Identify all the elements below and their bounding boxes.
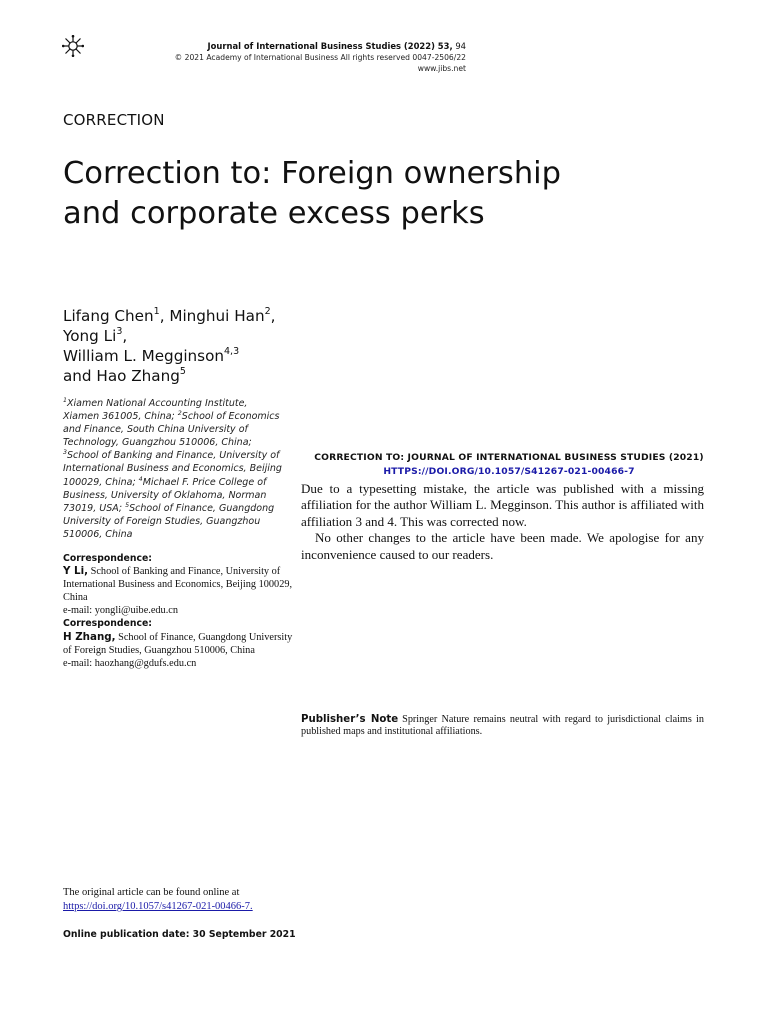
journal-website-link[interactable]: www.jibs.net bbox=[417, 64, 466, 73]
publishers-note-label: Publisher’s Note bbox=[301, 714, 399, 725]
author-name: Yong Li bbox=[63, 327, 117, 345]
affiliation-text: School of Finance, Guangdong University of Foreign Studies, Guangzhou 510006, China bbox=[63, 502, 275, 540]
body-paragraph-2: No other changes to the article have been made. We apologise for any inconvenience caused to our readers. bbox=[301, 530, 704, 562]
author-separator: , bbox=[122, 327, 128, 345]
correspondence-address bbox=[63, 631, 293, 657]
correspondence-block bbox=[63, 552, 293, 670]
author-separator: , bbox=[270, 307, 276, 325]
correspondent-email[interactable]: e-mail: haozhang@gdufs.edu.cn bbox=[63, 657, 197, 669]
author-affiliation-marker: 3 bbox=[116, 326, 123, 337]
publishers-note-text: Springer Nature remains neutral with regard to jurisdictional claims in published maps and institutional affiliations. bbox=[301, 714, 704, 737]
title-line-1: Correction to: Foreign ownership bbox=[63, 156, 561, 191]
correspondence-address bbox=[63, 565, 293, 604]
author-conjunction: and bbox=[63, 367, 97, 385]
author-affiliation-marker: 5 bbox=[179, 366, 186, 377]
doi-link[interactable]: HTTPS://DOI.ORG/10.1057/S41267-021-00466-7 bbox=[383, 466, 635, 477]
affiliation-text: School of Economics and Finance, South China University of Technology, Guangzhou 510006, China; bbox=[63, 411, 280, 449]
author-affiliation-marker: 2 bbox=[264, 306, 271, 317]
correspondence-heading: Correspondence: bbox=[63, 553, 152, 564]
copyright-line: © 2021 Academy of International Business All rights reserved 0047-2506/22 bbox=[174, 53, 466, 62]
correspondent-name: Y Li, bbox=[63, 565, 89, 578]
author-separator: , bbox=[159, 307, 170, 325]
author-list bbox=[63, 306, 313, 386]
correspondent-address: School of Finance, Guangdong University of Foreign Studies, Guangzhou 510006, China bbox=[63, 631, 293, 656]
affiliation-marker: 4 bbox=[138, 475, 143, 483]
affiliation-marker: 5 bbox=[125, 501, 130, 509]
section-label: CORRECTION bbox=[63, 111, 165, 129]
original-article-link[interactable]: https://doi.org/10.1057/s41267-021-00466-7. bbox=[63, 901, 253, 912]
affiliation-list bbox=[63, 397, 285, 541]
publication-date: Online publication date: 30 September 2021 bbox=[63, 929, 296, 940]
journal-name: Journal of International Business Studies (2022) 53, bbox=[207, 41, 453, 51]
page-number: 94 bbox=[455, 41, 466, 51]
author-affiliation-marker: 4,3 bbox=[224, 346, 240, 357]
original-article-note bbox=[63, 886, 303, 914]
body-paragraph-1: Due to a typesetting mistake, the article was published with a missing affiliation for the author William L. Megginson. This author is affiliated with affiliation 3 and 4. This was corrected now. bbox=[301, 481, 704, 529]
author-name: Hao Zhang bbox=[96, 367, 180, 385]
correction-to-heading: CORRECTION TO: JOURNAL OF INTERNATIONAL BUSINESS STUDIES (2021) bbox=[314, 452, 704, 463]
original-article-text: The original article can be found online at bbox=[63, 887, 240, 898]
affiliation-marker: 2 bbox=[177, 410, 182, 418]
publishers-note bbox=[301, 714, 704, 738]
correspondent-email[interactable]: e-mail: yongli@uibe.edu.cn bbox=[63, 605, 178, 617]
affiliation-marker: 3 bbox=[63, 449, 68, 457]
correspondence-heading: Correspondence: bbox=[63, 618, 152, 630]
affiliation-marker: 1 bbox=[63, 397, 68, 404]
title-line-2: and corporate excess perks bbox=[63, 196, 485, 231]
affiliation-text: School of Banking and Finance, University of International Business and Economics, Beijing 100029, China; bbox=[63, 450, 282, 488]
article-title bbox=[63, 154, 583, 234]
journal-header bbox=[175, 41, 466, 74]
correspondent-name: H Zhang, bbox=[63, 630, 116, 643]
author-name: Minghui Han bbox=[169, 307, 265, 325]
author-name: Lifang Chen bbox=[63, 307, 154, 325]
affiliation-text: Michael F. Price College of Business, University of Oklahoma, Norman 73019, USA; bbox=[63, 476, 267, 514]
author-name: William L. Megginson bbox=[63, 347, 225, 365]
jibs-globe-logo-icon bbox=[62, 35, 84, 57]
correspondent-address: School of Banking and Finance, University of International Business and Economics, Beijing 100029, China bbox=[63, 566, 293, 604]
author-affiliation-marker: 1 bbox=[153, 306, 160, 317]
journal-citation bbox=[175, 41, 466, 52]
affiliation-text: Xiamen National Accounting Institute, Xiamen 361005, China; bbox=[63, 398, 248, 423]
correction-body bbox=[301, 481, 704, 563]
